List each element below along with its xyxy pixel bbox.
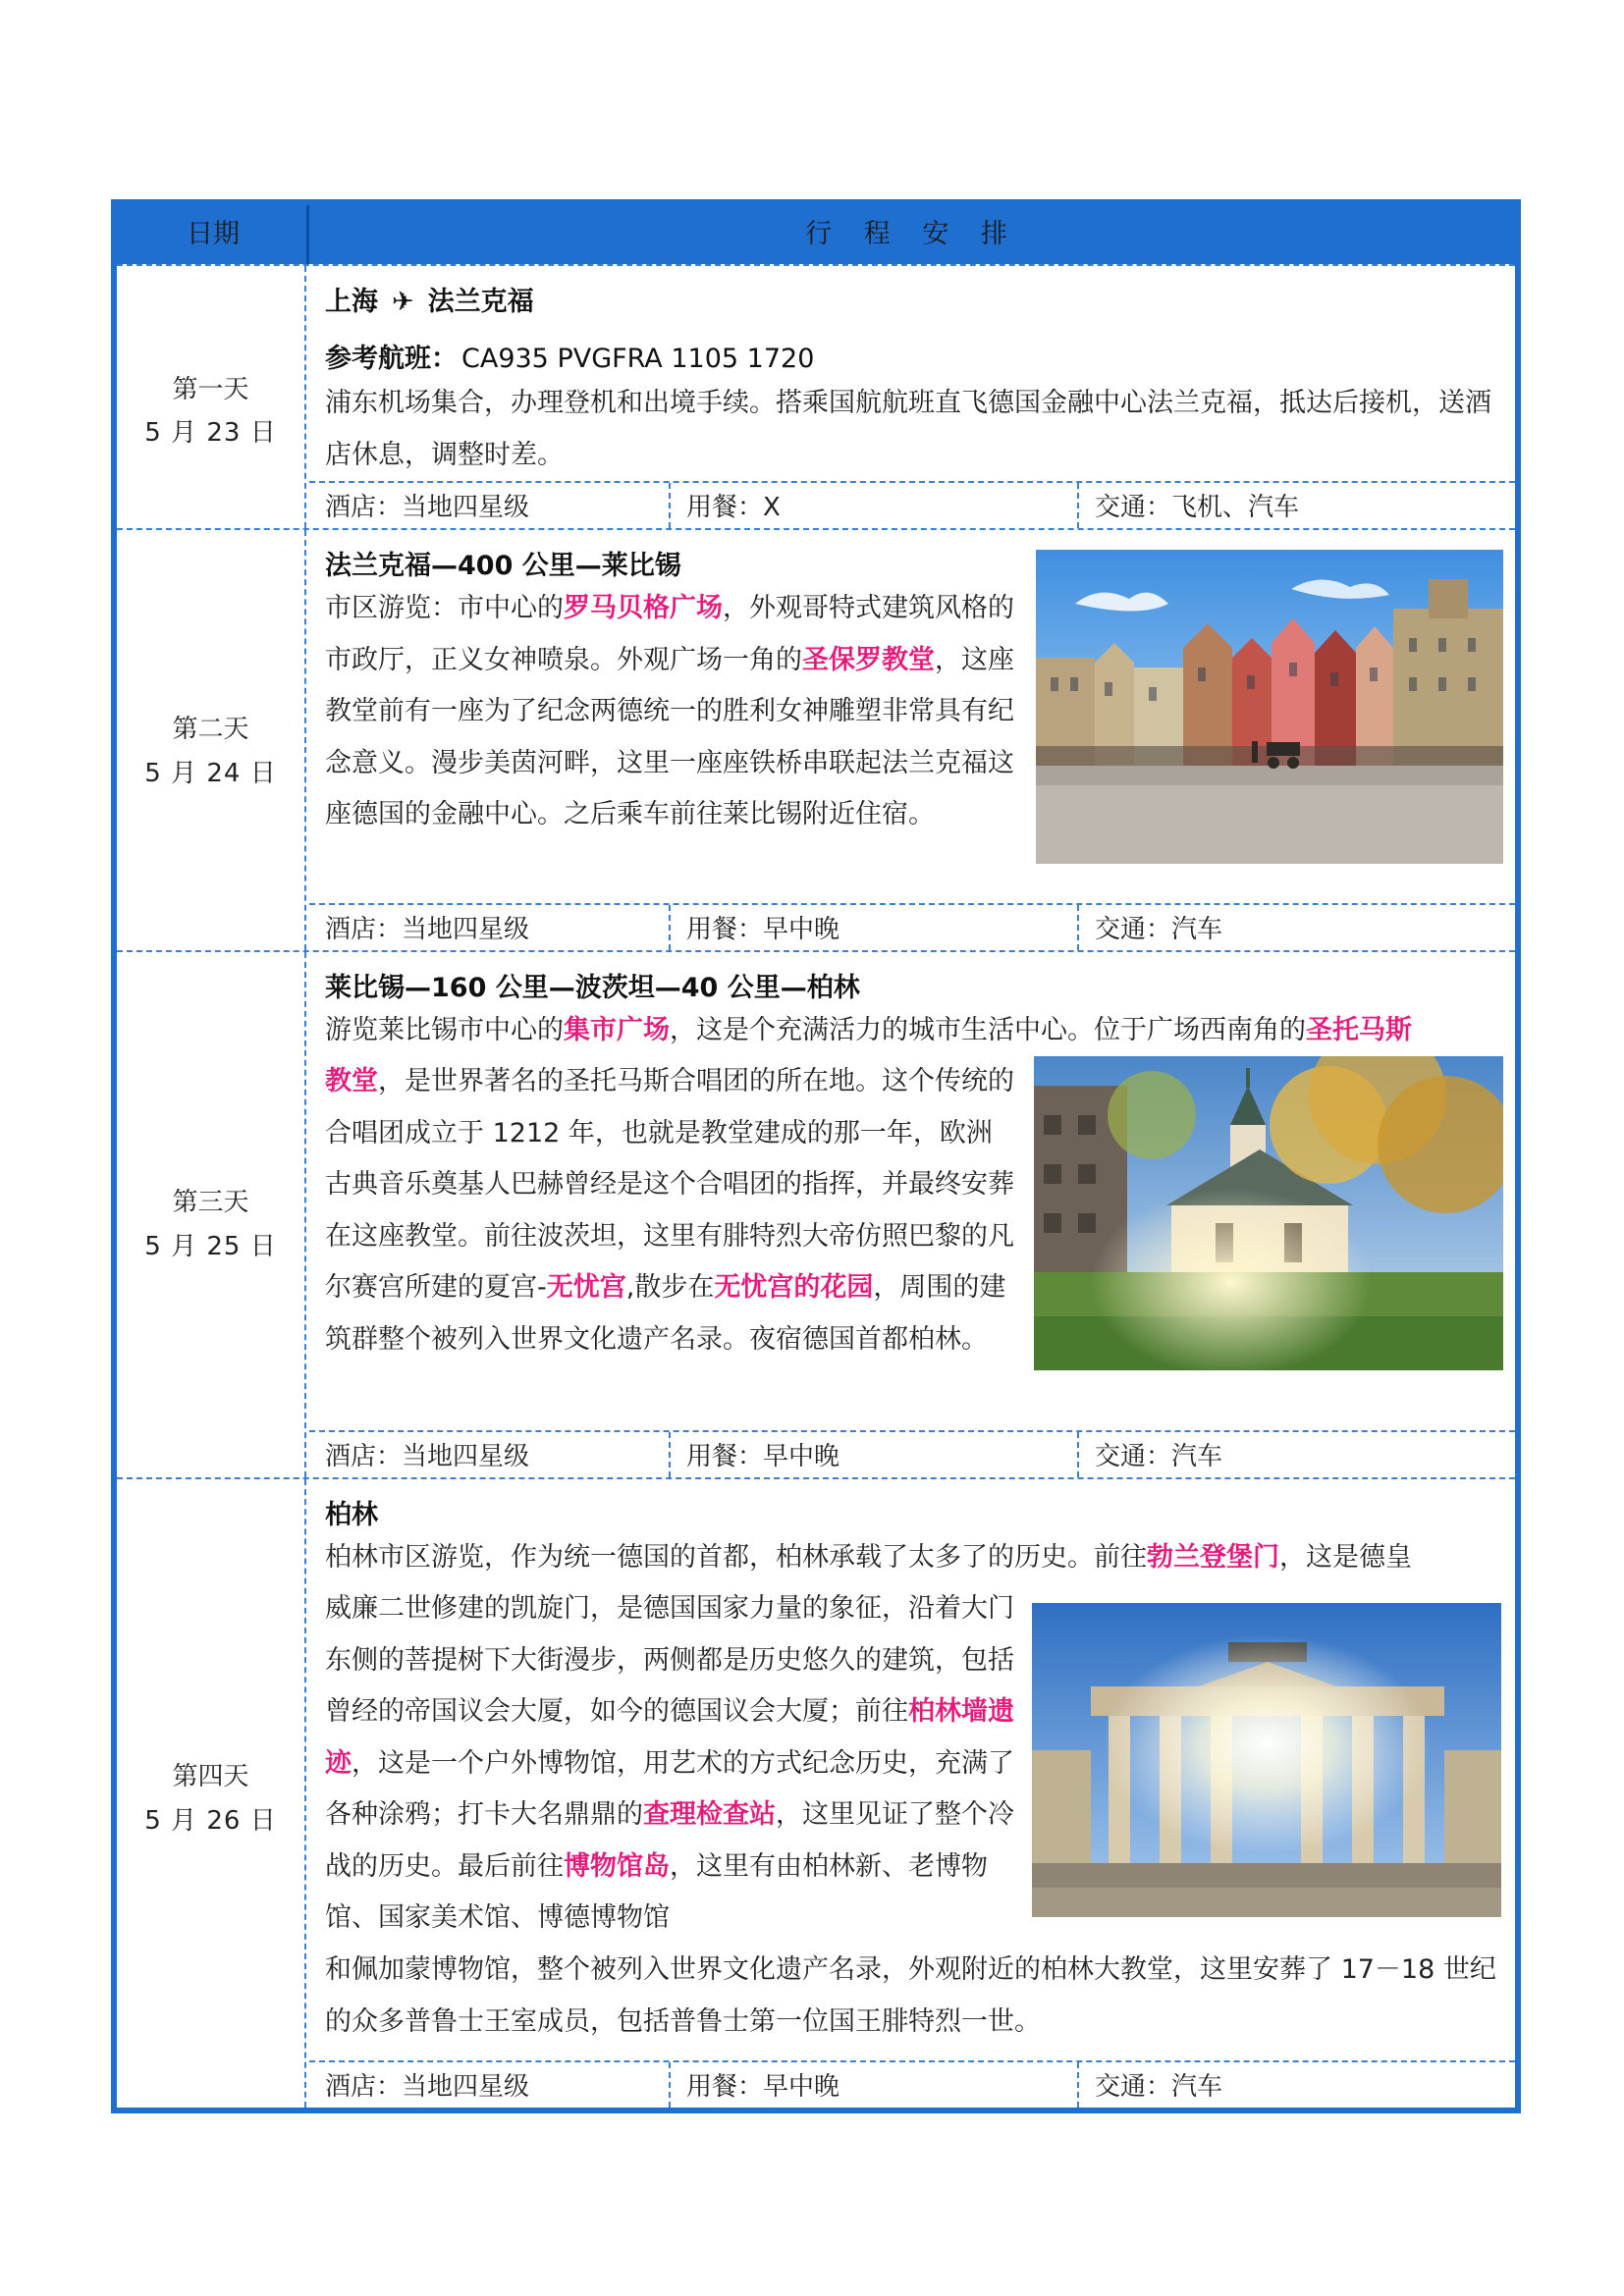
highlighted-attraction: 罗马贝格广场 bbox=[564, 593, 723, 623]
hotel-info: 酒店：当地四星级 bbox=[325, 1442, 530, 1471]
highlighted-attraction: 查理检查站 bbox=[643, 1799, 776, 1830]
transport-info: 交通：飞机、汽车 bbox=[1095, 493, 1300, 522]
plane-icon: ✈ bbox=[392, 287, 414, 317]
day-date: 5 月 25 日 bbox=[144, 1232, 277, 1261]
footer-divider bbox=[669, 2062, 671, 2108]
route-title bbox=[325, 280, 534, 318]
description-text: 威廉二世修建的凯旋门，是德国国家力量的象征，沿着大门东侧的菩提树下大街漫步，两侧都是历史悠久的建筑，包括曾经的帝国议会大厦，如今的德国议会大厦；前往 bbox=[325, 1593, 1014, 1727]
day-date-cell bbox=[117, 1479, 306, 2108]
day-date-cell bbox=[117, 266, 306, 528]
day-footer bbox=[309, 2060, 1515, 2108]
brandenburg-gate-photo bbox=[1032, 1603, 1501, 1917]
description-text: ，是世界著名的圣托马斯合唱团的所在地。这个传统的合唱团成立于 1212 年，也就是教堂建成的那一年，欧洲古典音乐奠基人巴赫曾经是这个合唱团的指挥，并最终安葬在这座教堂。前往波茨坦，这里有腓特烈大帝仿照巴黎的凡尔赛宫所建的夏宫- bbox=[325, 1066, 1014, 1303]
st-thomas-church-photo bbox=[1034, 1056, 1503, 1370]
meals-info: 用餐：早中晚 bbox=[686, 1442, 840, 1471]
meals-info: 用餐：X bbox=[686, 493, 781, 522]
transport-info: 交通：汽车 bbox=[1095, 915, 1223, 944]
day-row-3 bbox=[117, 950, 1515, 1477]
description-text: ，这里见证了整个冷战的历史。最后前往 bbox=[325, 1799, 1014, 1882]
hotel-info: 酒店：当地四星级 bbox=[325, 915, 530, 944]
highlighted-attraction: 博物馆岛 bbox=[564, 1850, 670, 1882]
day-footer bbox=[309, 1430, 1515, 1477]
footer-divider bbox=[1077, 2062, 1079, 2108]
day-description bbox=[325, 1583, 1018, 1945]
flight-value: CA935 PVGFRA 1105 1720 bbox=[461, 344, 815, 374]
transport-info: 交通：汽车 bbox=[1095, 1442, 1223, 1471]
description-text: ，外观哥特式建筑风格的市政厅，正义女神喷泉。外观广场一角的 bbox=[325, 593, 1014, 675]
transport-info: 交通：汽车 bbox=[1095, 2072, 1223, 2102]
route-to: 法兰克福 bbox=[427, 287, 534, 317]
day-date-cell bbox=[117, 530, 306, 950]
route-title: 莱比锡—160 公里—波茨坦—40 公里—柏林 bbox=[325, 973, 860, 1003]
highlighted-attraction: 圣保罗教堂 bbox=[802, 644, 935, 675]
flight-label: 参考航班： bbox=[325, 344, 458, 374]
header-date: 日期 bbox=[187, 219, 240, 249]
meals-info: 用餐：早中晚 bbox=[686, 915, 840, 944]
day-date: 5 月 23 日 bbox=[144, 418, 277, 448]
day-row-4 bbox=[117, 1477, 1515, 2108]
footer-divider bbox=[669, 905, 671, 950]
description-text: ,散步在 bbox=[625, 1272, 715, 1303]
day-footer bbox=[309, 481, 1515, 528]
itinerary-table bbox=[111, 199, 1521, 2113]
day-date: 5 月 24 日 bbox=[144, 759, 277, 788]
highlighted-attraction: 圣托马斯 bbox=[1306, 1015, 1412, 1045]
day-content bbox=[309, 952, 1515, 1477]
table-header bbox=[117, 205, 1515, 264]
highlighted-attraction: 集市广场 bbox=[564, 1015, 670, 1045]
day-row-1 bbox=[117, 264, 1515, 528]
route-title: 法兰克福—400 公里—莱比锡 bbox=[325, 551, 681, 581]
description-text: ，周围的建筑群整个被列入世界文化遗产名录。夜宿德国首都柏林。 bbox=[325, 1272, 1006, 1355]
route-from: 上海 bbox=[325, 287, 378, 317]
flight-info bbox=[325, 337, 814, 375]
footer-divider bbox=[1077, 483, 1079, 528]
day-date-cell bbox=[117, 952, 306, 1477]
hotel-info: 酒店：当地四星级 bbox=[325, 2072, 530, 2102]
highlighted-attraction: 无忧宫的花园 bbox=[714, 1272, 874, 1303]
day-description bbox=[325, 378, 1513, 481]
description-text: ，这座教堂前有一座为了纪念两德统一的胜利女神雕塑非常具有纪念意义。漫步美茵河畔，这里一座座铁桥串联起法兰克福这座德国的金融中心。之后乘车前往莱比锡附近住宿。 bbox=[325, 644, 1014, 829]
description-text: 柏林市区游览，作为统一德国的首都，柏林承载了太多了的历史。前往 bbox=[325, 1542, 1147, 1573]
header-plan: 行 程 安 排 bbox=[805, 219, 1019, 249]
day-name: 第一天 bbox=[172, 375, 249, 404]
footer-divider bbox=[1077, 1432, 1079, 1477]
description-text: ，这里有由柏林新、老博物馆、国家美术馆、博德博物馆 bbox=[325, 1850, 988, 1933]
highlighted-attraction: 无忧宫 bbox=[546, 1272, 626, 1303]
highlighted-attraction: 教堂 bbox=[325, 1066, 378, 1096]
day-name: 第二天 bbox=[172, 715, 249, 744]
route-title: 柏林 bbox=[325, 1500, 378, 1530]
day-footer bbox=[309, 903, 1515, 950]
meals-info: 用餐：早中晚 bbox=[686, 2072, 840, 2102]
footer-divider bbox=[669, 1432, 671, 1477]
day-name: 第四天 bbox=[172, 1762, 249, 1791]
description-text: ，这是一个户外博物馆，用艺术的方式纪念历史，充满了各种涂鸦；打卡大名鼎鼎的 bbox=[325, 1747, 1014, 1830]
day-row-2 bbox=[117, 528, 1515, 950]
day-content bbox=[309, 530, 1515, 950]
footer-divider bbox=[1077, 905, 1079, 950]
day-date: 5 月 26 日 bbox=[144, 1806, 277, 1836]
day-description-intro bbox=[325, 1005, 1513, 1057]
highlighted-attraction: 柏林墙遗迹 bbox=[325, 1696, 1014, 1779]
day-description-intro bbox=[325, 1532, 1513, 1584]
highlighted-attraction: 勃兰登堡门 bbox=[1147, 1542, 1279, 1573]
description-text: 和佩加蒙博物馆，整个被列入世界文化遗产名录，外观附近的柏林大教堂，这里安葬了 17－18 世纪的众多普鲁士王室成员，包括普鲁士第一位国王腓特烈一世。 bbox=[325, 1954, 1496, 2037]
day-content bbox=[309, 1479, 1515, 2108]
description-text: 市区游览：市中心的 bbox=[325, 593, 564, 623]
day-description-end bbox=[325, 1945, 1513, 2048]
day-name: 第三天 bbox=[172, 1188, 249, 1217]
description-text: ，这是个充满活力的城市生活中心。位于广场西南角的 bbox=[670, 1015, 1306, 1045]
day-content bbox=[309, 266, 1515, 528]
description-text: ，这是德皇 bbox=[1279, 1542, 1412, 1573]
hotel-info: 酒店：当地四星级 bbox=[325, 493, 530, 522]
description-text: 浦东机场集合，办理登机和出境手续。搭乘国航航班直飞德国金融中心法兰克福，抵达后接机，送酒店休息，调整时差。 bbox=[325, 388, 1491, 470]
footer-divider bbox=[669, 483, 671, 528]
day-description bbox=[325, 583, 1018, 841]
day-description bbox=[325, 1056, 1018, 1365]
bruges-market-square-photo bbox=[1036, 550, 1503, 864]
description-text: 游览莱比锡市中心的 bbox=[325, 1015, 564, 1045]
